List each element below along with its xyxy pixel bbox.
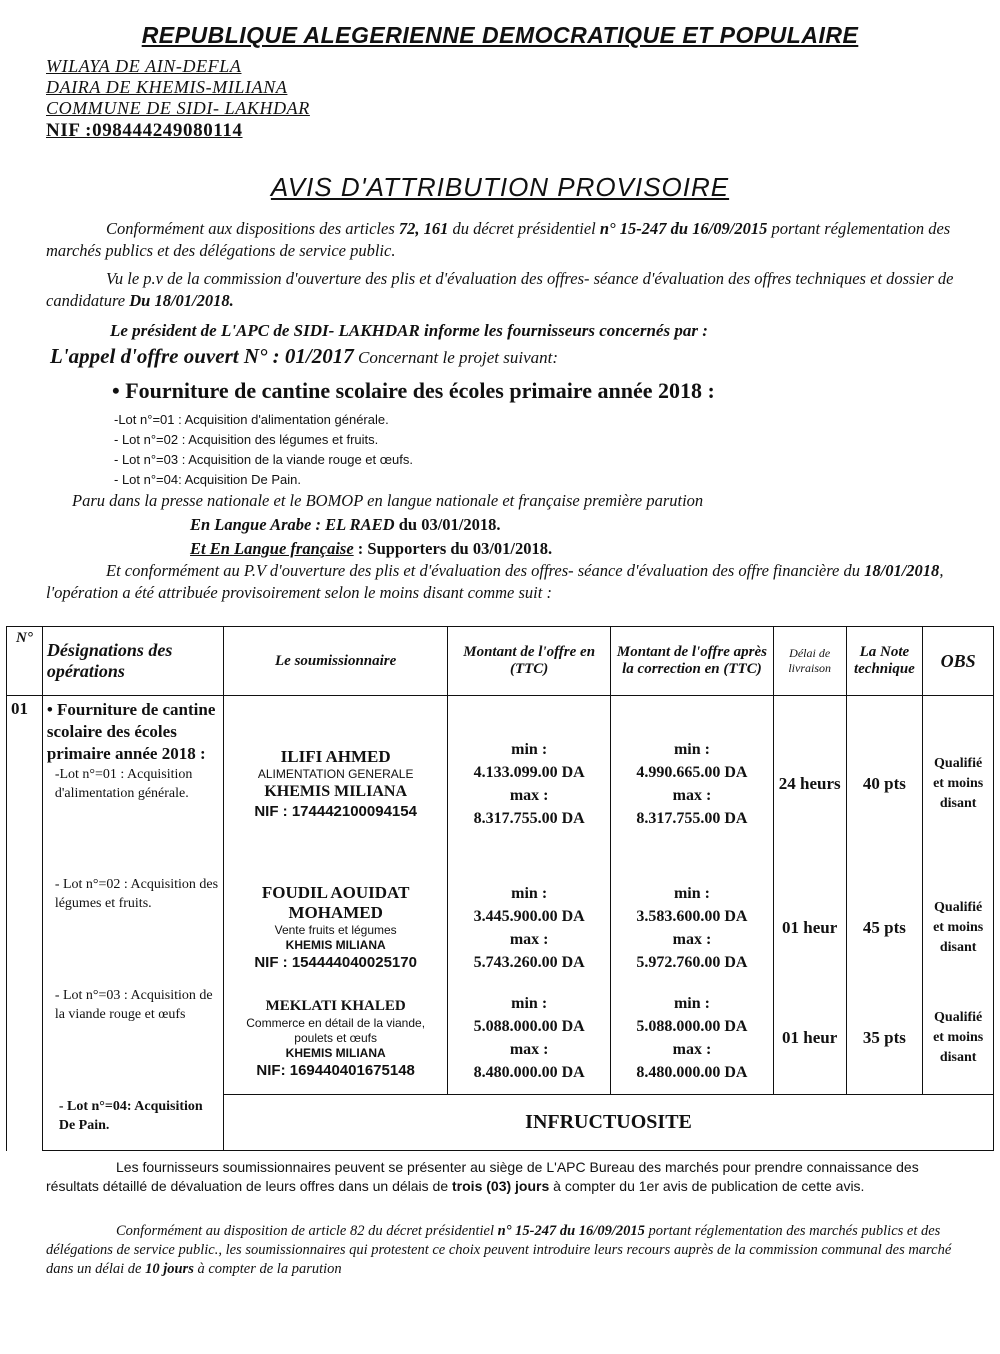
bidder-activity: ALIMENTATION GENERALE (257, 766, 414, 781)
max-label: max : (672, 930, 712, 948)
designation-cell (42, 983, 223, 1094)
designation-cell (42, 872, 223, 983)
min-label: min : (511, 884, 548, 902)
amount-cell (448, 872, 611, 983)
note-cell: 40 pts (846, 696, 923, 873)
amount-min: 3.445.900.00 DA (473, 907, 585, 925)
nif-line: NIF :098444249080114 (46, 120, 243, 141)
amount-min: 4.133.099.00 DA (473, 764, 585, 781)
bidder-city: KHEMIS MILIANA (285, 1045, 386, 1060)
bidder-city: KHEMIS MILIANA (285, 937, 386, 952)
lot-designation: -Lot n°=01 : Acquisition d'alimentation générale. (54, 767, 193, 801)
max-label: max : (672, 787, 712, 804)
amount-cell (448, 983, 611, 1094)
daira-line: DAIRA DE KHEMIS-MILIANA (46, 77, 288, 97)
commune-line: COMMUNE DE SIDI- LAKHDAR (46, 98, 310, 118)
intro-paragraph-1: Conformément aux dispositions des articles 72, 161 du décret présidentiel n° 15-247 du 16/09/2015 portant réglementation des marchés publics et des délégations de service public. (46, 219, 951, 260)
delay-cell: 24 heurs (773, 696, 846, 873)
header-amount-corrected: Montant de l'offre après la correction en (TTC) (611, 627, 774, 696)
press-line: Paru dans la presse nationale et le BOMOP en langue nationale et française première parution (72, 491, 704, 510)
attribution-table (6, 626, 994, 1151)
min-label: min : (511, 741, 548, 758)
max-label: max : (509, 930, 549, 948)
designation-cell (42, 696, 223, 873)
footer-paragraph-2: Conformément au disposition de article 82 du décret présidentiel n° 15-247 du 16/09/2015 portant réglementation des marchés publics et des délégations de service public., les soumissionnaires qui protestent ce choix peuvent introduire leurs recours auprès de la commission communal des marché dans un délai de 10 jours à compter de la parution (46, 1223, 952, 1277)
min-label: min : (673, 884, 710, 902)
obs-cell: Qualifié et moins disant (923, 983, 994, 1094)
table-row (7, 983, 994, 1094)
bidder-cell (224, 983, 448, 1094)
bidder-nif: NIF : 174442100094154 (254, 802, 417, 820)
republic-heading: REPUBLIQUE ALEGERIENNE DEMOCRATIQUE ET POPULAIRE (141, 22, 859, 48)
table-row (7, 696, 994, 873)
note-cell: 35 pts (846, 983, 923, 1094)
delay-cell: 01 heur (773, 983, 846, 1094)
amount-max: 5.743.260.00 DA (473, 953, 585, 971)
max-label: max : (509, 787, 549, 804)
admin-header (46, 56, 310, 141)
infructuosite-cell: INFRUCTUOSITE (224, 1094, 994, 1151)
table-row (7, 872, 994, 983)
corrected-min: 4.990.665.00 DA (636, 764, 748, 781)
wilaya-line: WILAYA DE AIN-DEFLA (46, 56, 242, 76)
amount-min: 5.088.000.00 DA (473, 1018, 585, 1036)
designation-cell (42, 1094, 223, 1151)
corrected-max: 5.972.760.00 DA (636, 953, 748, 971)
header-amount: Montant de l'offre en (TTC) (448, 627, 611, 696)
bidder-activity: Commerce en détail de la viande, poulets et œufs (246, 1015, 426, 1045)
max-label: max : (509, 1041, 549, 1059)
intro-paragraph-2: Vu le p.v de la commission d'ouverture des plis et d'évaluation des offres- séance d'évaluation des offres techniques et dossier de candidature Du 18/01/2018. (46, 269, 954, 310)
president-line: Le président de L'APC de SIDI- LAKHDAR informe les fournisseurs concernés par : (110, 321, 708, 340)
header-note: La Note technique (846, 627, 923, 696)
attribution-paragraph: Et conformément au P.V d'ouverture des plis et d'évaluation des offres- séance d'évaluation des offre financière du 18/01/2018, l'opération a été attribuée provisoirement selon le moins disant comme suit : (46, 561, 944, 602)
main-designation: • Fourniture de cantine scolaire des écoles primaire année 2018 : (46, 700, 216, 763)
corrected-max: 8.317.755.00 DA (636, 810, 748, 827)
amount-corrected-cell (611, 696, 774, 873)
header-delay: Délai de livraison (773, 627, 846, 696)
corrected-max: 8.480.000.00 DA (636, 1064, 748, 1082)
row-number: 01 (7, 696, 43, 1151)
lot-item: - Lot n°=02 : Acquisition des légumes et fruits. (114, 432, 379, 447)
bidder-nif: NIF : 154444040025170 (254, 953, 417, 971)
appel-offre-line: L'appel d'offre ouvert N° : 01/2017 Concernant le projet suivant: (50, 344, 559, 368)
footer-paragraph-1: Les fournisseurs soumissionnaires peuvent se présenter au siège de L'APC Bureau des marchés pour prendre connaissance des résultats détaillé de dévaluation de leurs offres dans un délais de trois (03) jours à compter du 1er avis de publication de cette avis. (46, 1159, 919, 1194)
amount-max: 8.317.755.00 DA (473, 810, 585, 827)
bidder-cell (224, 696, 448, 873)
header-obs: OBS (923, 627, 994, 696)
bidder-cell (224, 872, 448, 983)
header-bidder: Le soumissionnaire (224, 627, 448, 696)
delay-cell: 01 heur (773, 872, 846, 983)
min-label: min : (511, 995, 548, 1013)
min-label: min : (673, 741, 710, 758)
bidder-nif: NIF: 169440401675148 (256, 1061, 415, 1079)
bidder-name: FOUDIL AOUIDAT MOHAMED (261, 882, 410, 922)
lots-list (114, 410, 413, 490)
amount-cell (448, 696, 611, 873)
bidder-activity: Vente fruits et légumes (274, 922, 397, 937)
lot-item: - Lot n°=03 : Acquisition de la viande rouge et œufs. (114, 452, 413, 467)
amount-corrected-cell (611, 872, 774, 983)
bidder-city: KHEMIS MILIANA (264, 782, 407, 800)
project-title: • Fourniture de cantine scolaire des écoles primaire année 2018 : (112, 378, 715, 403)
lot-item: -Lot n°=01 : Acquisition d'alimentation générale. (114, 412, 389, 427)
corrected-min: 3.583.600.00 DA (636, 907, 748, 925)
header-designation: Désignations des opérations (42, 627, 223, 696)
bidder-name: ILIFI AHMED (280, 746, 391, 766)
header-no: N° (7, 627, 43, 696)
bidder-name: MEKLATI KHALED (265, 997, 406, 1014)
obs-cell: Qualifié et moins disant (923, 872, 994, 983)
max-label: max : (672, 1041, 712, 1059)
lot-designation: - Lot n°=02 : Acquisition des légumes et fruits. (54, 877, 219, 911)
lot-designation: - Lot n°=03 : Acquisition de la viande rouge et œufs (54, 988, 213, 1022)
press-arabe: En Langue Arabe : EL RAED du 03/01/2018. (190, 515, 501, 534)
lot-designation: - Lot n°=04: Acquisition De Pain. (58, 1099, 203, 1133)
notice-title: AVIS D'ATTRIBUTION PROVISOIRE (270, 172, 730, 202)
min-label: min : (673, 995, 710, 1013)
table-row (7, 1094, 994, 1151)
press-francais: Et En Langue française : Supporters du 03/01/2018. (190, 539, 553, 558)
note-cell: 45 pts (846, 872, 923, 983)
corrected-min: 5.088.000.00 DA (636, 1018, 748, 1036)
amount-max: 8.480.000.00 DA (473, 1064, 585, 1082)
lot-item: - Lot n°=04: Acquisition De Pain. (114, 472, 301, 487)
obs-cell: Qualifié et moins disant (923, 696, 994, 873)
amount-corrected-cell (611, 983, 774, 1094)
